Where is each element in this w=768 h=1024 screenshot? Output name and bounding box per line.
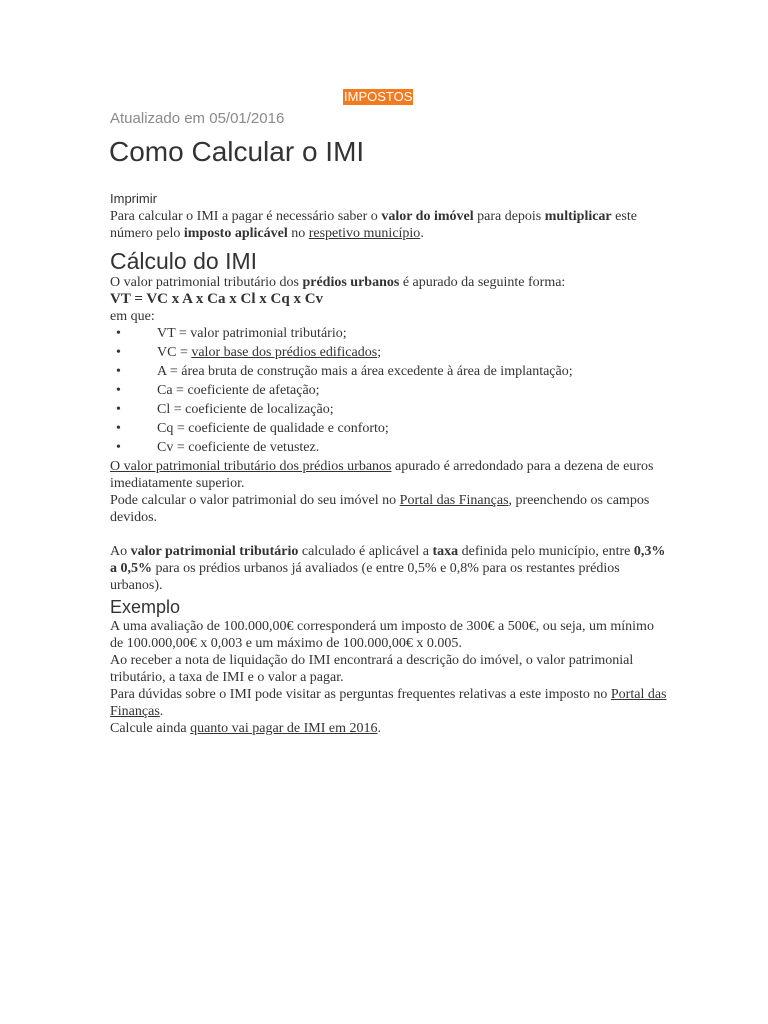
- list-item-text: VC =: [157, 345, 192, 360]
- bullet-icon: •: [116, 440, 121, 455]
- rate-text-4: para os prédios urbanos já avaliados (e entre 0,5% e 0,8% para os restantes prédios urbanos).: [110, 561, 620, 593]
- print-link[interactable]: Imprimir: [110, 191, 157, 206]
- list-item: [110, 420, 670, 437]
- rounding-paragraph: [110, 458, 670, 492]
- example-paragraph-1: A uma avaliação de 100.000,00€ corresponderá um imposto de 300€ a 500€, ou seja, um mínimo de 100.000,00€ x 0,003 e um máximo de 100.000,00€ x 0.005.: [110, 619, 654, 651]
- list-item: [110, 344, 670, 361]
- list-item-text: Cl = coeficiente de localização;: [157, 402, 334, 417]
- list-item-suffix: ;: [377, 345, 382, 360]
- list-item-text: A = área bruta de construção mais a área excedente à área de implantação;: [157, 364, 573, 379]
- list-item: [110, 401, 670, 418]
- bullet-icon: •: [116, 364, 121, 379]
- calc-intro: [110, 274, 670, 291]
- category-tag[interactable]: IMPOSTOS: [344, 89, 413, 104]
- example-paragraph-2: Ao receber a nota de liquidação do IMI encontrará a descrição do imóvel, o valor patrimonial tributário, a taxa de IMI e o valor a pagar.: [110, 653, 634, 685]
- intro-text-5: .: [420, 226, 424, 241]
- bullet-icon: •: [116, 402, 121, 417]
- valor-patrimonial-link[interactable]: O valor patrimonial tributário dos prédios urbanos: [110, 459, 392, 474]
- bullet-icon: •: [116, 326, 121, 341]
- rate-text-1: Ao: [110, 544, 131, 559]
- list-item-text: Ca = coeficiente de afetação;: [157, 383, 320, 398]
- valor-base-link[interactable]: valor base dos prédios edificados: [191, 345, 378, 360]
- intro-text-1: Para calcular o IMI a pagar é necessário saber o: [110, 209, 382, 224]
- list-item: [110, 439, 670, 456]
- rate-bold-3: 0,3% a 0,5%: [110, 544, 666, 576]
- bullet-icon: •: [116, 345, 121, 360]
- intro-text-4: no: [287, 226, 309, 241]
- imi-2016-link[interactable]: quanto vai pagar de IMI em 2016: [190, 721, 378, 736]
- bullet-icon: •: [116, 383, 121, 398]
- intro-bold-2: multiplicar: [544, 209, 612, 224]
- section-heading-exemplo: Exemplo: [110, 597, 181, 617]
- page-title: Como Calcular o IMI: [109, 136, 365, 167]
- list-item-text: Cq = coeficiente de qualidade e conforto;: [157, 421, 389, 436]
- example-4-text-1: Calcule ainda: [110, 721, 191, 736]
- bullet-icon: •: [116, 421, 121, 436]
- calc-text-1: O valor patrimonial tributário dos: [110, 275, 303, 290]
- article-body: [110, 208, 670, 737]
- example-3-text-1: Para dúvidas sobre o IMI pode visitar as perguntas frequentes relativas a este imposto no: [110, 687, 611, 702]
- intro-paragraph: [110, 208, 670, 242]
- calc-bold-1: prédios urbanos: [302, 275, 400, 290]
- calc-text-2: é apurado da seguinte forma:: [399, 275, 566, 290]
- rate-text-3: definida pelo município, entre: [458, 544, 634, 559]
- rounding-text: apurado é arredondado para a dezena de euros imediatamente superior.: [110, 459, 654, 491]
- rate-bold-1: valor patrimonial tributário: [130, 544, 299, 559]
- intro-bold-3: imposto aplicável: [183, 226, 288, 241]
- list-item: [110, 382, 670, 399]
- updated-date: Atualizado em 05/01/2016: [110, 110, 285, 127]
- example-paragraph-3: [110, 686, 670, 720]
- spacer: [110, 526, 670, 543]
- portal-paragraph: [110, 492, 670, 526]
- example-3-text-2: .: [159, 704, 164, 719]
- portal-financas-link-2[interactable]: Portal das Finanças: [110, 687, 667, 719]
- portal-text-2: , preenchendo os campos devidos.: [110, 493, 650, 525]
- intro-text-3: este número pelo: [110, 209, 637, 241]
- formula: VT = VC x A x Ca x Cl x Cq x Cv: [110, 291, 324, 307]
- list-item: [110, 325, 670, 342]
- intro-bold-1: valor do imóvel: [381, 209, 474, 224]
- list-item-text: Cv = coeficiente de vetustez.: [157, 440, 320, 455]
- intro-text-2: para depois: [473, 209, 545, 224]
- em-que: em que:: [110, 309, 155, 324]
- portal-financas-link[interactable]: Portal das Finanças: [399, 493, 509, 508]
- portal-text-1: Pode calcular o valor patrimonial do seu imóvel no: [110, 493, 400, 508]
- definitions-list: [110, 325, 670, 456]
- list-item-text: VT = valor patrimonial tributário;: [157, 326, 347, 341]
- section-heading-calculo: Cálculo do IMI: [110, 248, 258, 274]
- example-paragraph-4: [110, 720, 670, 737]
- rate-text-2: calculado é aplicável a: [298, 544, 433, 559]
- example-4-text-2: .: [377, 721, 381, 736]
- rate-bold-2: taxa: [432, 544, 459, 559]
- municipio-link[interactable]: respetivo município: [308, 226, 421, 241]
- list-item: [110, 363, 670, 380]
- rate-paragraph: [110, 543, 670, 594]
